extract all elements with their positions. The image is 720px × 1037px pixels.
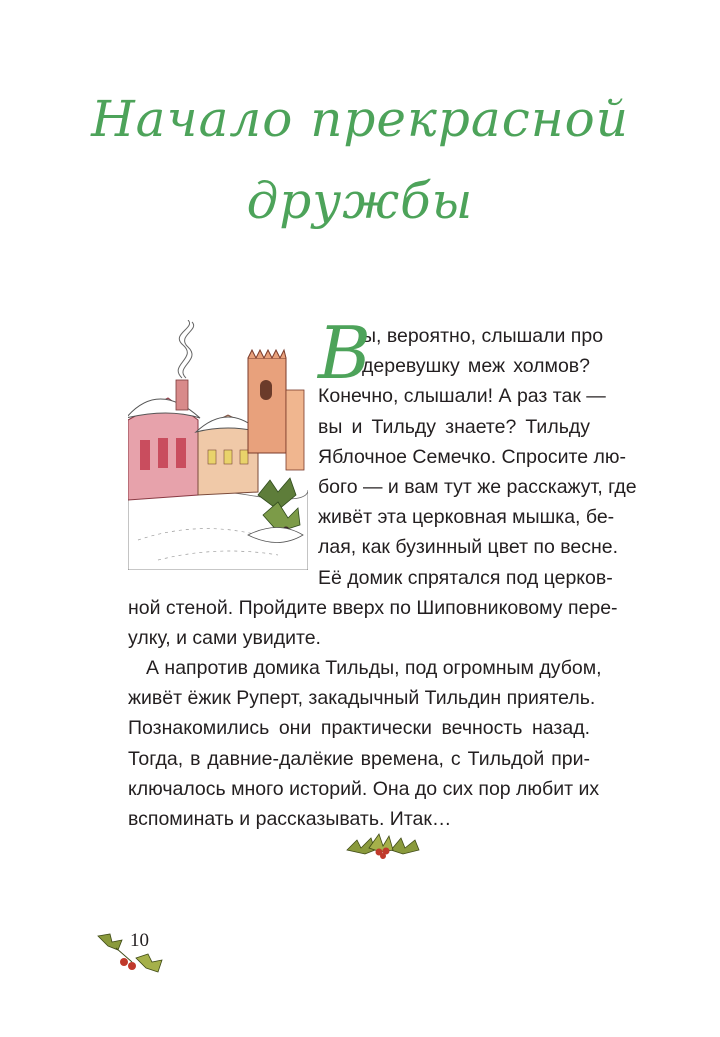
text-line: Познакомились они практически вечность назад. [128,717,590,740]
text-line: деревушку меж холмов? [362,355,590,378]
chapter-title-line-2: дружбы [246,172,474,230]
text-line: бого — и вам тут же расскажут, где [318,475,637,498]
text-line: ной стеной. Пройдите вверх по Шиповниковому пере- [128,596,618,619]
text-line: живёт ёжик Руперт, закадычный Тильдин приятель. [128,687,596,710]
text-line: ы, вероятно, слышали про [362,325,604,347]
chapter-title [0,78,720,242]
page-number: 10 [130,930,149,951]
text-line: улку, и сами увидите. [128,626,321,649]
text-line: живёт эта церковная мышка, бе- [318,506,615,529]
text-line: вы и Тильду знаете? Тильду [318,415,590,438]
text-line: Конечно, слышали! А раз так — [318,385,606,408]
chapter-title-line-1: Начало прекрасной [91,90,629,148]
story-text [128,311,637,834]
text-line: вспоминать и рассказывать. Итак… [128,808,452,830]
text-line: А напротив домика Тильды, под огромным дубом, [146,657,602,680]
drop-cap: В [318,311,371,395]
text-line: ключалось много историй. Она до сих пор любит их [128,777,600,800]
text-line: Тогда, в давние-далёкие времена, с Тильдой при- [128,747,590,770]
text-line: Яблочное Семечко. Спросите лю- [318,445,626,468]
text-line: лая, как бузинный цвет по весне. [318,536,619,559]
text-line: Её домик спрятался под церков- [318,566,613,589]
paragraph-2 [128,653,602,834]
holly-ornament [345,826,421,860]
